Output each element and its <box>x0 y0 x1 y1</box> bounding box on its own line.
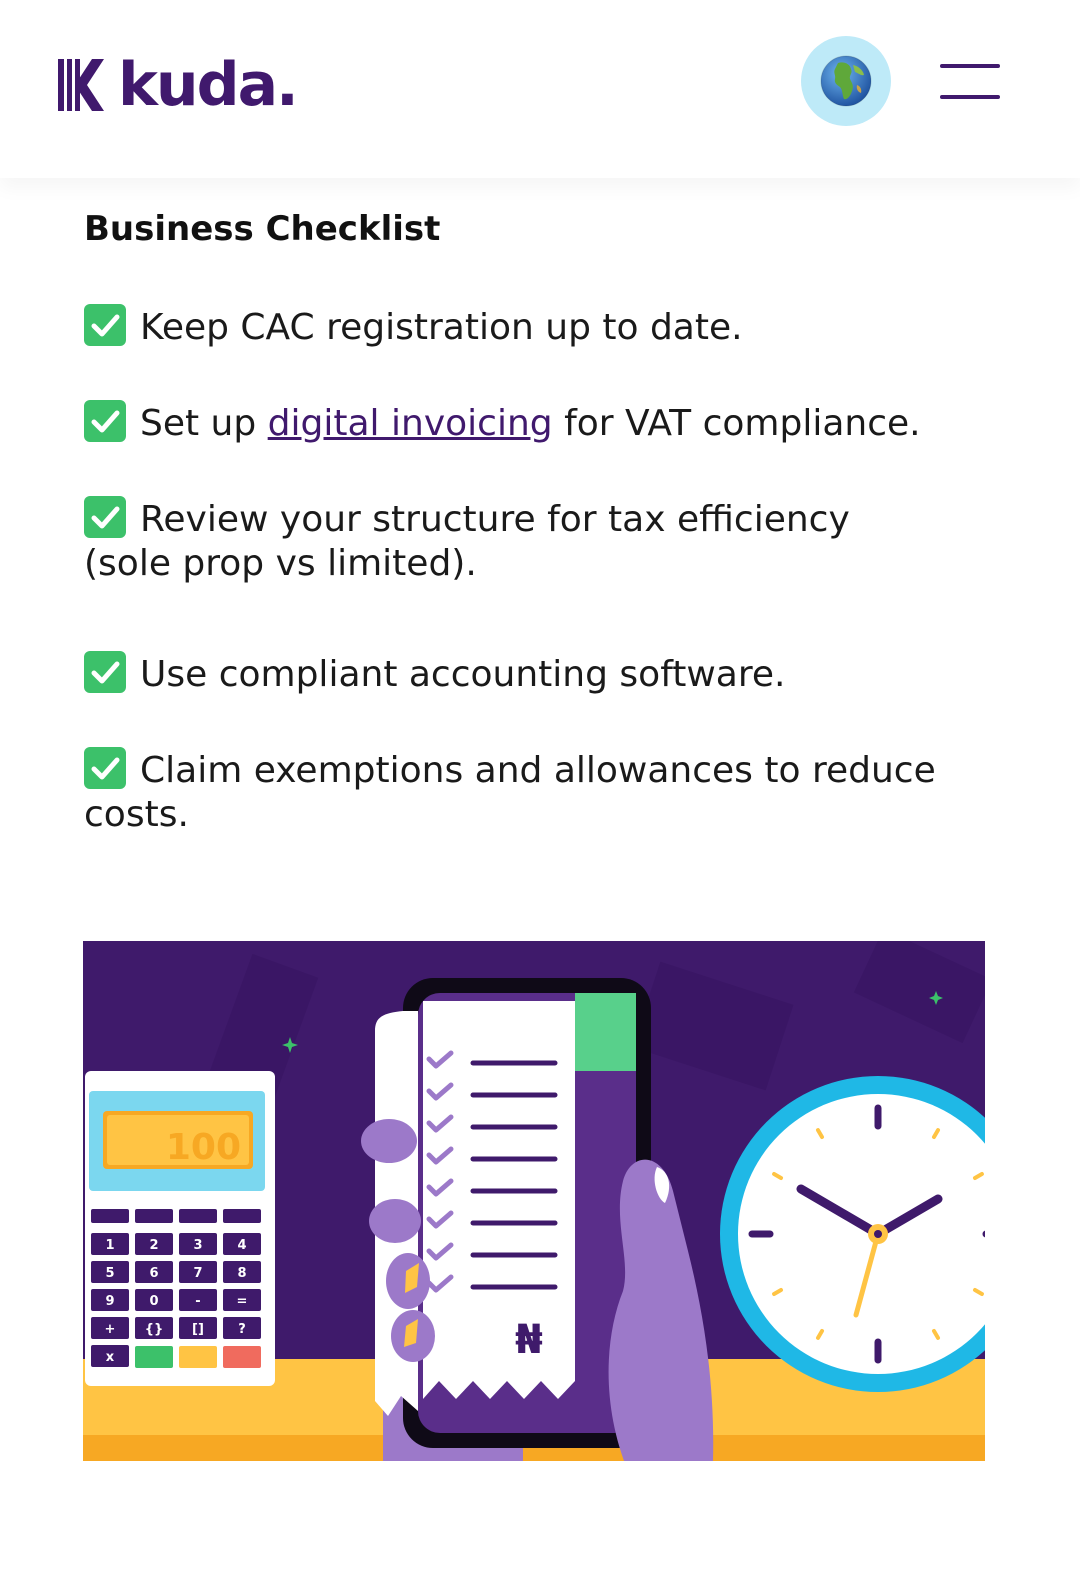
checklist-item <box>84 400 984 446</box>
naira-icon: ₦ <box>515 1317 543 1363</box>
calculator-key-label: 9 <box>105 1294 115 1309</box>
hamburger-menu-icon-bottom-bar <box>940 95 1000 99</box>
section-title: Business Checklist <box>84 209 441 249</box>
calculator-display-value: 100 <box>165 1127 241 1168</box>
calculator-key-label: 4 <box>237 1238 247 1253</box>
digital-invoicing-link[interactable]: digital invoicing <box>267 403 553 444</box>
tax-compliance-illustration <box>83 941 985 1461</box>
check-mark-icon <box>84 496 126 538</box>
check-mark-icon <box>84 747 126 789</box>
calculator-key-label: + <box>104 1322 116 1337</box>
check-mark-icon <box>84 400 126 442</box>
checklist-item-text: Use compliant accounting software. <box>140 654 786 695</box>
checklist-item-text: Review your structure for tax efficiency (sole prop vs limited). <box>84 499 850 584</box>
calculator-key-label: {} <box>144 1322 164 1337</box>
site-header <box>0 0 1080 178</box>
calculator-key-label: 3 <box>193 1238 203 1253</box>
checklist-item-text-before: Set up <box>140 403 268 444</box>
check-mark-icon <box>84 304 126 346</box>
hamburger-menu-button[interactable] <box>940 64 1000 100</box>
checklist-item <box>84 747 944 837</box>
check-mark-icon <box>84 651 126 693</box>
calculator-key-label: x <box>105 1350 115 1365</box>
checklist-item <box>84 304 984 350</box>
checklist-item <box>84 651 984 697</box>
checklist-item-text: Keep CAC registration up to date. <box>140 307 743 348</box>
kuda-logo-mark-icon <box>58 59 104 111</box>
calculator-key-label: 7 <box>193 1266 203 1281</box>
calculator-key-label: ? <box>238 1322 246 1337</box>
calculator-icon <box>85 1071 275 1386</box>
calculator-key-label: 0 <box>149 1294 159 1309</box>
calculator-key-label: - <box>195 1294 201 1309</box>
checklist-item <box>84 496 944 586</box>
calculator-key-label: = <box>236 1294 248 1309</box>
calculator-key-label: 2 <box>149 1238 159 1253</box>
checklist-item-text: Claim exemptions and allowances to reduce costs. <box>84 750 936 835</box>
brand-name: kuda. <box>118 50 297 120</box>
calculator-key-label: 1 <box>105 1238 115 1253</box>
checklist-item-text-after: for VAT compliance. <box>552 403 921 444</box>
hamburger-menu-icon-top-bar <box>940 64 1000 68</box>
kuda-logo[interactable] <box>58 50 297 120</box>
globe-icon <box>820 55 872 107</box>
calculator-key-label: [] <box>192 1322 204 1337</box>
illustration-image <box>83 941 985 1461</box>
calculator-key-label: 8 <box>237 1266 247 1281</box>
calculator-key-label: 6 <box>149 1266 159 1281</box>
calculator-key-label: 5 <box>105 1266 115 1281</box>
language-globe-button[interactable] <box>801 36 891 126</box>
